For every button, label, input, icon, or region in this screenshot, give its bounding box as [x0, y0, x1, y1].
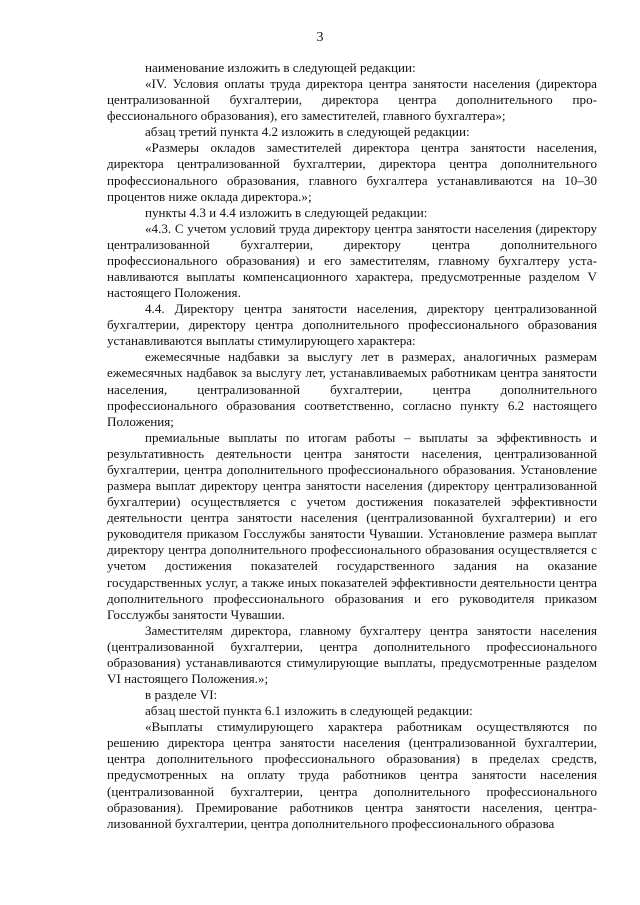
- paragraph: пункты 4.3 и 4.4 изложить в следующей редакции:: [145, 204, 428, 220]
- paragraph: «Размеры окладов заместителей директора центра занятости населения, директора централизованной бухгалтерии, директора центра дополнительного профессионального образования, главного бухгалтера устанавливаются на 10–30 процентов ниже оклада директора.»;: [107, 140, 597, 204]
- paragraph: 4.4. Директору центра занятости населения, директору централизованной бухгалтерии, директору центра дополнительного профессионального образования устанавливаются выплаты стимулирующего характера:: [107, 301, 597, 349]
- paragraph: Заместителям директора, главному бухгалтеру центра занятости населения (централизованной бухгалтерии, центра дополнительного профессионального образования) устанавливаются стимулирующие выплаты, предусмотренные разделом VI настоящего Положения.»;: [107, 622, 597, 686]
- paragraph: «IV. Условия оплаты труда директора центра занятости населения (директора централизованной бухгалтерии, директора центра дополнительного профессионального образования), его заместителей, главного бухгалтера»;: [107, 76, 597, 124]
- page-number: 3: [316, 30, 324, 45]
- paragraph: наименование изложить в следующей редакции:: [145, 60, 416, 75]
- paragraph: ежемесячные надбавки за выслугу лет в размерах, аналогичных размерам ежемесячных надбавок за выслугу лет, устанавливаемых работникам центра занятости населения, централизованной бухгалтерии, центра дополнительного профессионального образования соответственно, согласно пункту 6.2 настоящего Положения;: [107, 349, 597, 429]
- document-body: [107, 60, 597, 832]
- paragraph: в разделе VI:: [145, 687, 218, 703]
- paragraph: премиальные выплаты по итогам работы – выплаты за эффективность и результативность деятельности центра занятости населения, централизованной бухгалтерии, центра дополнительного профессионального образования. Установление размера выплат директору центра занятости населения (директору централизованной бухгалтерии) осуществляется с учетом достижения показателей эффективности деятельности центра занятости населения (централизованной бухгалтерии) и его руководителя приказом Госслужбы занятости Чувашии. Установление размера выплат директору центра дополнительного профессионального образования осуществляется с учетом достижения показателей государственного задания на оказание государственных услуг, а также иных показателей эффективности деятельности центра дополнительного профессионального образования и его руководителя приказом Госслужбы занятости Чувашии.: [107, 429, 597, 622]
- paragraph: абзац шестой пункта 6.1 изложить в следующей редакции:: [145, 703, 473, 719]
- paragraph: «4.3. С учетом условий труда директору центра занятости населения (директору централизованной бухгалтерии, директору центра дополнительного профессионального образования) и его заместителям, главному бухгалтеру устанавливаются выплаты компенсационного характера, предусмотренные разделом V настоящего Положения.: [107, 220, 597, 301]
- paragraph: «Выплаты стимулирующего характера работникам осуществляются по решению директора центра занятости населения (централизованной бухгалтерии, центра дополнительного профессионального образования) в пределах средств, предусмотренных на оплату труда работников центра занятости населения (централизованной бухгалтерии, центра дополнительного профессионального образования). Премирование работников центра занятости населения, централизованной бухгалтерии, центра дополнительного профессионального образова: [107, 719, 597, 831]
- paragraph: абзац третий пункта 4.2 изложить в следующей редакции:: [145, 124, 470, 140]
